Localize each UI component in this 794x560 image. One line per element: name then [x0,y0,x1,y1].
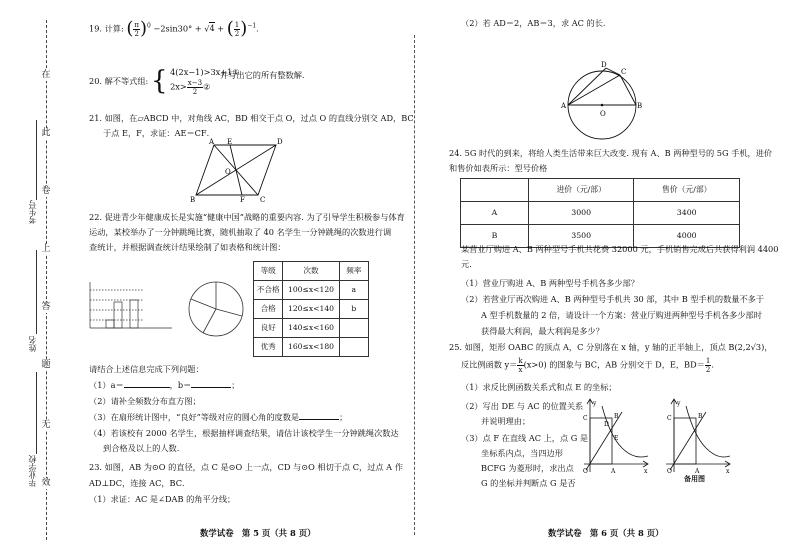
question-22-prompt: 请结合上述信息完成下列问题： [89,364,204,374]
question-22-part3: （3）在扇形统计图中，“良好”等级对应的圆心角的度数是 ； [89,412,348,422]
binding-word: 上 [41,244,51,254]
svg-text:B: B [614,413,619,420]
question-23-part2: （2）若 AD＝2，AB＝3，求 AC 的长. [461,18,606,28]
binding-word: 答 [41,302,51,312]
binding-margin [0,0,72,560]
parallelogram-figure [180,137,290,203]
question-20: 20. 解不等式组: { 4(2x−1)>3x+1① 2x> $\frac{x-3}{2}$ ② [89,66,240,96]
answer-blank-angle[interactable] [299,419,339,420]
question-22-line3: 查统计，并根据调查统计结果绘制了如表格和统计图： [89,242,286,252]
school-blank[interactable] [36,372,37,454]
question-25-line1: 25. 如图，矩形 OABC 的顶点 A，C 分别落在 x 轴，y 轴的正半轴上，顶点 B(2,2√3)， [449,342,773,352]
question-24-line4: 元． [461,259,478,269]
binding-word: 卷 [41,186,51,196]
fig21-label: A [209,138,215,146]
question-24-part2-line3: 获得最大利润，最大利润是多少？ [481,326,604,336]
question-22-line1: 22. 促进青少年健康成长是实施“健康中国”战略的重要内容. 为了引导学生积极参与体育 [89,212,405,222]
question-22-part2: （2）请补全频数分布直方图； [89,396,201,406]
question-24-part2-line1: （2）若营业厅再次购进 A、B 两种型号手机共 30 部，其中 B 型手机的数量不多于 [461,294,765,304]
sqrt-term: √4 [204,23,215,34]
svg-text:A: A [695,468,700,475]
binding-word: 此 [41,128,51,138]
pie-chart-figure [185,278,247,340]
exam-number-blank[interactable] [36,120,37,200]
table-header: 等级 [254,262,283,281]
svg-text:A: A [611,468,616,475]
fig21-label: B [190,196,196,203]
table-row: 合格 120≤x<140 b [254,300,369,319]
binding-word: 题 [41,360,51,370]
fig21-label: E [227,138,233,146]
svg-text:B: B [698,413,703,420]
question-24-line3: 某营业厅购进 A、B 两种型号手机共花费 32000 元，手机销售完成后共获得利润 4400 [461,244,779,254]
svg-text:O: O [667,468,672,475]
fig21-label: C [260,196,266,203]
fig23-label: B [637,102,643,110]
function-graph-backup [664,396,734,476]
question-22-part4-line2: 到合格及以上的人数. [103,443,180,453]
svg-text:y: y [677,400,681,407]
svg-text:E: E [614,435,619,442]
svg-text:x: x [644,468,648,475]
svg-text:D: D [604,421,609,428]
school-label: 毕业学校 [28,455,37,487]
question-25-part1: （1）求反比例函数关系式和点 E 的坐标； [461,382,617,392]
name-label: 姓名 [28,336,37,352]
question-25-line2: 反比例函数 y＝ $\frac{k}{x}$ (x>0) 的图象与 BC，AB 分别交于 D，E，BD＝ $\frac{1}{2}$ ． [461,357,720,374]
table-header: 售价（元/部） [634,179,740,202]
question-21-line2: 于点 E，F，求证：AE＝CF． [103,128,215,138]
question-25-part2-line2: 并说明理由； [481,416,531,426]
svg-text:x: x [726,468,730,475]
circle-figure [560,60,650,144]
binding-dashed-line [46,20,47,540]
question-23-line1: 23. 如图，AB 为⊙O 的直径，点 C 是⊙O 上一点，CD 与⊙O 相切于点 C，过点 A 作 [89,462,403,472]
pi-over-2: $\frac{\pi}{2}$ [134,20,140,38]
half-fraction: $\frac{1}{2}$ [234,20,240,38]
table-row: B 3500 4000 [461,225,740,248]
fig23-label: C [621,68,627,76]
question-22-line2: 运动，某校举办了一分钟跳绳比赛，随机抽取了 40 名学生一分钟跳绳的次数进行调 [89,227,392,237]
fig21-label: F [240,196,245,203]
table-header [461,179,529,202]
frequency-table [253,261,369,357]
question-23-part1: （1）求证：AC 是∠DAB 的角平分线； [89,494,236,504]
backup-figure-caption: 备用图 [684,474,705,483]
question-25-part3-line2: 坐标系内点，当四边形 [481,448,563,458]
fig23-label: O [600,110,606,118]
question-25-part3-line4: G 的坐标并判断点 G 是否 [481,478,576,488]
binding-word: 在 [41,70,51,80]
binding-word: 效 [41,478,51,488]
question-24-part1: （1）营业厅购进 A、B 两种型号手机各多少部？ [461,278,639,288]
question-25-part2-line1: （2）写出 DE 与 AC 的位置关系 [461,401,584,411]
question-24-line1: 24. 5G 时代的到来，将给人类生活带来巨大改变. 现有 A、B 两种型号的 5G 手机，进价 [449,148,773,158]
table-header: 次数 [283,262,339,281]
fig23-label: D [601,61,607,69]
page-footer-right: 数学试卷 第 6 页（共 8 页） [548,528,664,538]
name-blank[interactable] [36,250,37,334]
page-divider [414,35,415,535]
price-table [460,178,740,248]
function-graph-main [582,396,652,476]
svg-text:O: O [583,468,588,475]
svg-text:C: C [583,415,588,422]
table-row: 不合格 100≤x<120 a [254,281,369,300]
fig21-label: O [225,168,231,176]
table-header: 进价（元/部） [528,179,634,202]
svg-text:C: C [667,415,672,422]
page-footer-left: 数学试卷 第 5 页（共 8 页） [200,528,316,538]
histogram-figure [84,280,179,332]
table-row: A 3000 3400 [461,202,740,225]
binding-word: 无 [41,420,51,430]
svg-text:y: y [593,400,597,407]
table-row: 优秀 160≤x<180 [254,338,369,357]
table-header: 频率 [339,262,368,281]
system-brace: { [150,66,168,96]
question-24-line2: 和售价如表所示：型号价格 [449,163,548,173]
question-22-part1: （1）a＝ ，b＝ ； [89,380,240,390]
answer-blank-b[interactable] [191,387,231,388]
question-25-part3-line1: （3）点 F 在直线 AC 上，点 G 是 [461,433,589,443]
question-22-part4-line1: （4）若该校有 2000 名学生，根据抽样调查结果，请估计该校学生一分钟跳绳次数达 [89,428,399,438]
question-19: 19. 计算: ( $\frac{\pi}{2}$ )$^0$ −2sin30° + √4 + ( $\frac{1}{2}$ )$^{-1}$. [89,18,259,39]
answer-blank-a[interactable] [124,387,170,388]
fig23-label: A [561,102,567,110]
question-24-part2-line2: A 型手机数量的 2 倍，请设计一个方案：营业厅购进两种型号手机各多少部时 [481,310,762,320]
question-21-line1: 21. 如图，在▱ABCD 中，对角线 AC，BD 相交于点 O，过点 O 的直线分别交 AD，BC [89,113,414,123]
exam-number-label: 考生号 [28,200,37,224]
question-20-instruction: 并写出它的所有整数解. [220,70,305,80]
fig21-label: D [277,138,283,146]
table-row: 良好 140≤x<160 [254,319,369,338]
question-25-part3-line3: BCFG 为菱形时，求出点 [481,463,574,473]
question-23-line2: AD⊥DC，连接 AC，BC． [89,478,191,488]
